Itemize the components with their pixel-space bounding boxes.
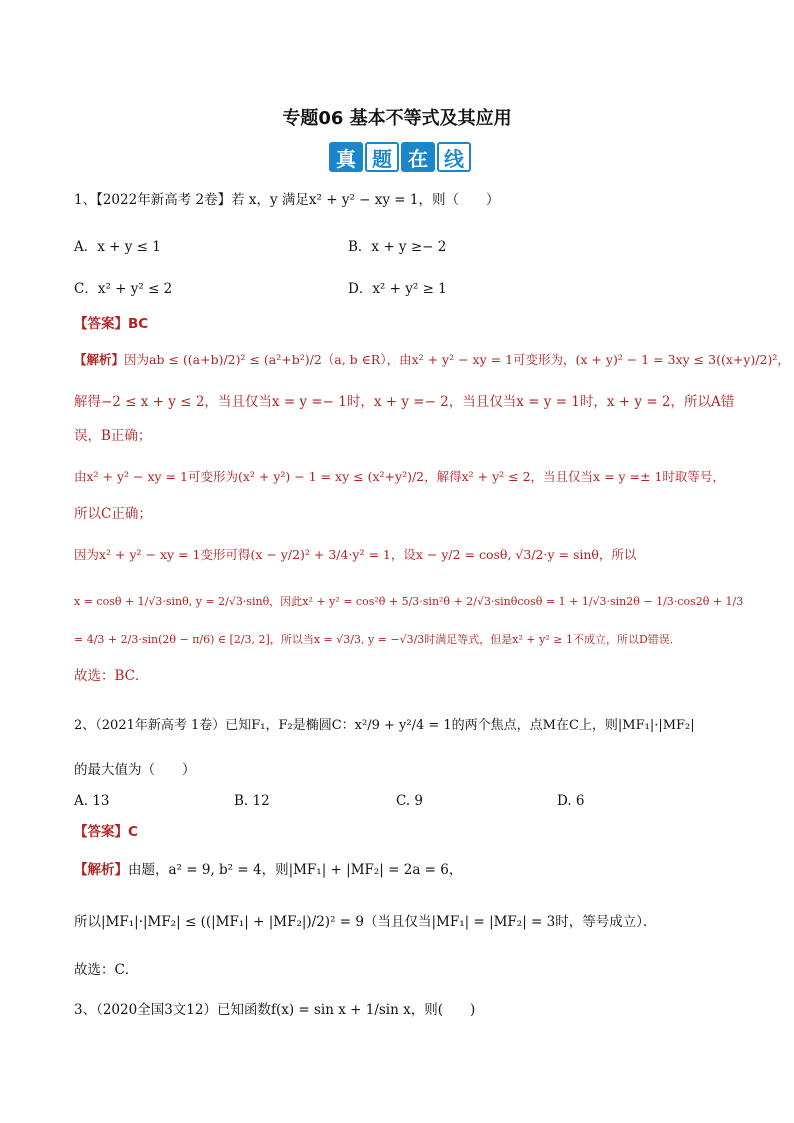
q2-stem: 2、（2021年新高考 1卷）已知F₁，F₂是椭圆C：x²/9 + y²/4 = 1的两个焦点，点M在C上，则|MF₁|·|MF₂| [74, 718, 695, 733]
banner-char: 题 [365, 142, 399, 172]
answer-tag: 【答案】 [74, 824, 128, 840]
q2-answer: C [128, 824, 138, 840]
q1-answer-line [74, 314, 148, 334]
q2-analysis-line-3: 故选：C． [74, 962, 139, 978]
q2-stem-2: 的最大值为（ ） [74, 762, 196, 778]
q2-option-b: B. 12 [234, 793, 270, 809]
q2-option-c: C. 9 [396, 793, 424, 809]
analysis-tag: 【解析】 [74, 862, 128, 878]
q1-analysis-line-2: 解得−2 ≤ x + y ≤ 2，当且仅当x = y =− 1时，x + y =− 2，当且仅当x = y = 1时，x + y = 2，所以A错 [74, 394, 735, 410]
q2-analysis-line-1 [74, 860, 462, 880]
analysis-tag: 【解析】 [74, 352, 125, 367]
page-title: 专题06 基本不等式及其应用 [282, 108, 512, 129]
analysis-text: 由题，a² = 9, b² = 4，则|MF₁| + |MF₂| = 2a = 6， [128, 862, 463, 878]
q1-option-b: B．x + y ≥− 2 [348, 239, 447, 255]
q1-option-a: A．x + y ≤ 1 [74, 239, 161, 255]
banner-char: 在 [401, 142, 435, 172]
analysis-text: 因为ab ≤ ((a+b)/2)² ≤ (a²+b²)/2（a, b ∈R），由x² + y² − xy = 1可变形为，(x + y)² − 1 = 3xy ≤ 3((x+y)/2)²， [124, 352, 790, 367]
q2-option-d: D. 6 [557, 793, 585, 809]
q1-analysis-line-1 [74, 350, 790, 370]
q3-stem: 3、（2020全国3文12）已知函数f(x) = sin x + 1/sin x，则( ) [74, 1002, 476, 1018]
q2-option-a: A. 13 [74, 793, 110, 809]
q1-option-c: C．x² + y² ≤ 2 [74, 281, 173, 297]
q1-stem: 1、【2022年新高考 2卷】若 x，y 满足x² + y² − xy = 1，则（ ） [74, 192, 500, 208]
q1-analysis-line-5: 所以C正确； [74, 506, 152, 522]
q2-answer-line [74, 822, 138, 842]
q2-analysis-line-2: 所以|MF₁|·|MF₂| ≤ ((|MF₁| + |MF₂|)/2)² = 9（当且仅当|MF₁| = |MF₂| = 3时，等号成立）． [74, 914, 657, 930]
answer-tag: 【答案】 [74, 316, 128, 332]
zhenti-zaixian-banner [329, 142, 471, 172]
q1-analysis-line-8: = 4/3 + 2/3·sin(2θ − π/6) ∈ [2/3, 2]，所以当x = √3/3, y = −√3/3时满足等式，但是x² + y² ≥ 1不成立，所以D错误． [74, 633, 681, 646]
banner-char: 真 [329, 142, 363, 172]
q1-analysis-line-6: 因为x² + y² − xy = 1变形可得(x − y/2)² + 3/4·y² = 1，设x − y/2 = cosθ, √3/2·y = sinθ，所以 [74, 547, 637, 562]
q1-analysis-line-9: 故选：BC． [74, 668, 149, 684]
q1-answer: BC [128, 316, 149, 332]
banner-char: 线 [437, 142, 471, 172]
q1-option-d: D．x² + y² ≥ 1 [348, 281, 447, 297]
q1-analysis-line-3: 误，B正确； [74, 428, 152, 444]
q1-analysis-line-7: x = cosθ + 1/√3·sinθ, y = 2/√3·sinθ，因此x² + y² = cos²θ + 5/3·sin²θ + 2/√3·sinθcosθ = 1 + 1/√3·sin2θ − 1/3·cos2θ + 1/3 [74, 595, 744, 608]
q1-analysis-line-4: 由x² + y² − xy = 1可变形为(x² + y²) − 1 = xy ≤ (x²+y²)/2，解得x² + y² ≤ 2，当且仅当x = y =± 1时取等号， [74, 469, 725, 484]
